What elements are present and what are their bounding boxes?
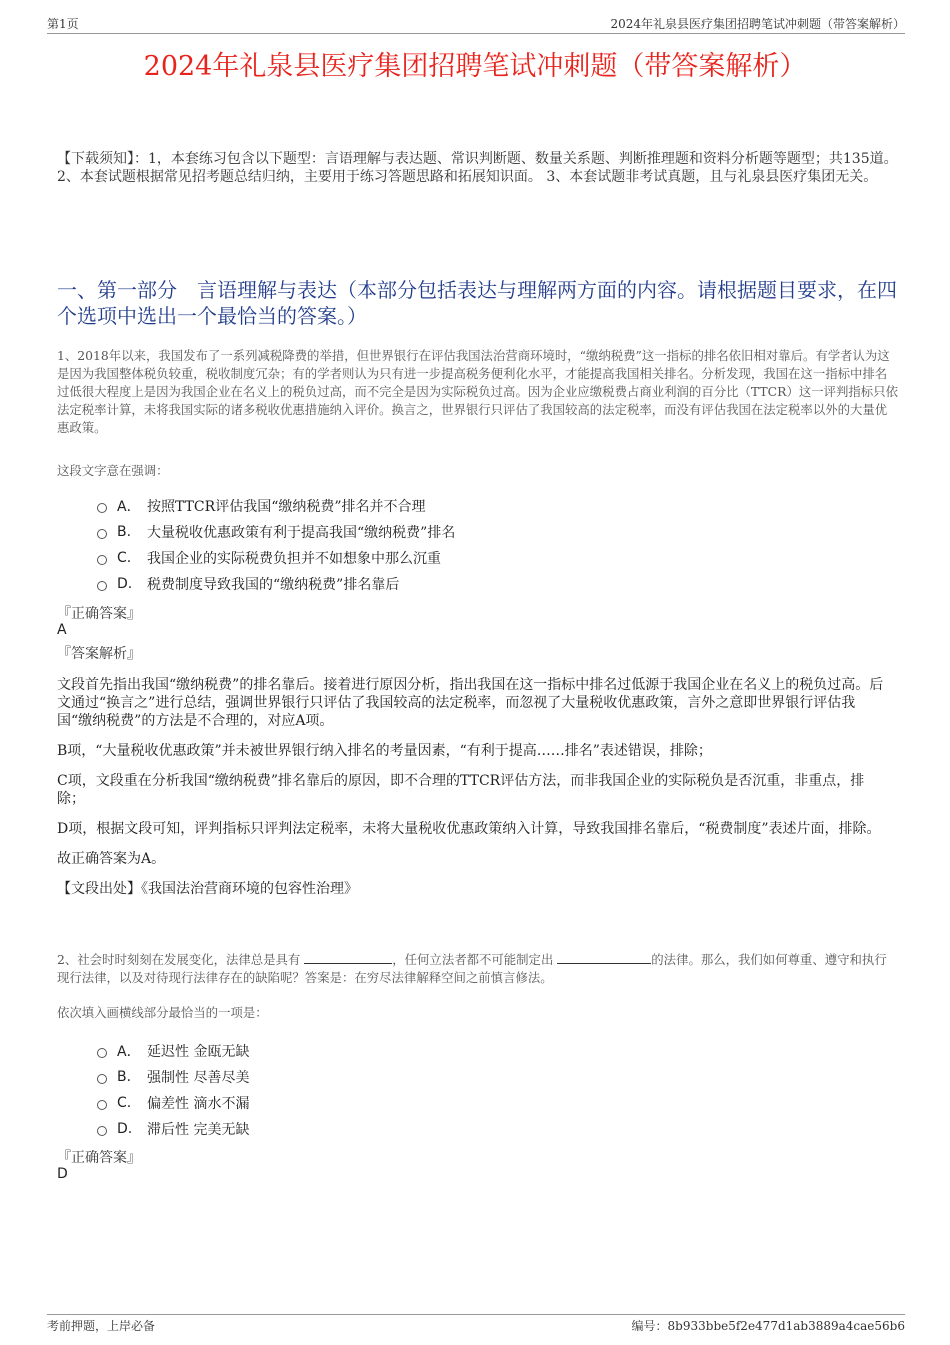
analysis-label: 『答案解析』 (57, 646, 141, 662)
footer-serial: 编号：8b933bbe5f2e477d1ab3889a4cae56b6 (631, 1319, 905, 1333)
radio-icon[interactable] (97, 1126, 107, 1136)
analysis-paragraph: C项，文段重在分析我国“缴纳税费”排名靠后的原因，即不合理的TTCR评估方法，而非我国企业的实际税负是否沉重，非重点，排除； (57, 773, 865, 807)
option-d[interactable]: D. 滞后性 完美无缺 (97, 1116, 657, 1142)
analysis-paragraph: 文段首先指出我国“缴纳税费”的排名靠后。接着进行原因分析，指出我国在这一指标中排名过低源于我国企业在名义上的税负过高。后文通过“换言之”进行总结，强调世界银行只评估了我国较高的法定税率，而忽视了大量税收优惠政策，言外之意即世界银行评估我国“缴纳税费”的方法是不合理的，对应A项。 (57, 677, 884, 729)
section-heading: 一、第一部分 言语理解与表达（本部分包括表达与理解两方面的内容。请根据题目要求，在四个选项中选出一个最恰当的答案。） (57, 278, 897, 328)
question-2-prompt: 依次填入画横线部分最恰当的一项是： (57, 1005, 268, 1020)
radio-icon[interactable] (97, 503, 107, 513)
footer-slogan: 考前押题，上岸必备 (47, 1319, 156, 1333)
radio-icon[interactable] (97, 529, 107, 539)
option-text: 大量税收优惠政策有利于提高我国“缴纳税费”排名 (147, 525, 456, 541)
download-notice: 【下载须知】：1，本套练习包含以下题型：言语理解与表达题、常识判断题、数量关系题、判断推理题和资料分析题等题型；共135道。 2、本套试题根据常见招考题总结归纳，主要用于练习答题思路和拓展知识面。 3、本套试题非考试真题，且与礼泉县医疗集团无关。 (57, 151, 898, 185)
radio-icon[interactable] (97, 1048, 107, 1058)
option-a[interactable]: A． 按照TTCR评估我国“缴纳税费”排名并不合理 (97, 493, 657, 519)
answer-label: 『正确答案』 (57, 1150, 141, 1166)
option-text: 偏差性 滴水不漏 (147, 1096, 250, 1112)
answer-analysis (57, 676, 885, 910)
fill-blank (557, 951, 651, 964)
analysis-paragraph: D项，根据文段可知，评判指标只评判法定税率，未将大量税收优惠政策纳入计算，导致我国排名靠后，“税费制度”表述片面，排除。 (57, 821, 881, 837)
question-2-text: 2、社会时时刻刻在发展变化，法律总是具有 ，任何立法者都不可能制定出 的法律。那么，我们如何尊重、遵守和执行现行法律，以及对待现行法律存在的缺陷呢？答案是：在穷尽法律解释空间之前慎言修法。 (57, 952, 887, 985)
page-header (47, 14, 905, 34)
page-number: 第1页 (47, 17, 79, 31)
question-1-text: 1、2018年以来，我国发布了一系列减税降费的举措，但世界银行在评估我国法治营商环境时，“缴纳税费”这一指标的排名依旧相对靠后。有学者认为这是因为我国整体税负较重，税收制度冗杂；有的学者则认为只有进一步提高税务便利化水平，才能提高我国相关排名。分析发现，我国在这一指标中排名过低很大程度上是因为我国企业在名义上的税负过高，而不完全是因为实际税负过高。因为企业应缴税费占商业利润的百分比（TTCR）这一评判指标只依法定税率计算，未将我国实际的诸多税收优惠措施纳入评价。换言之，世界银行只评估了我国较高的法定税率，而没有评估我国在法定税率以外的大量优惠政策。 (57, 348, 898, 435)
option-d[interactable]: D. 税费制度导致我国的“缴纳税费”排名靠后 (97, 571, 657, 597)
radio-icon[interactable] (97, 581, 107, 591)
option-text: 我国企业的实际税费负担并不如想象中那么沉重 (147, 551, 441, 567)
question-1-options (97, 493, 657, 597)
option-a[interactable]: A． 延迟性 金瓯无缺 (97, 1038, 657, 1064)
option-text: 延迟性 金瓯无缺 (147, 1044, 250, 1060)
option-text: 按照TTCR评估我国“缴纳税费”排名并不合理 (147, 499, 426, 515)
question-1-prompt: 这段文字意在强调： (57, 463, 169, 478)
option-c[interactable]: C. 偏差性 滴水不漏 (97, 1090, 657, 1116)
radio-icon[interactable] (97, 1100, 107, 1110)
analysis-paragraph: B项，“大量税收优惠政策”并未被世界银行纳入排名的考量因素，“有利于提高……排名”表述错误，排除； (57, 743, 712, 759)
option-b[interactable]: B. 强制性 尽善尽美 (97, 1064, 657, 1090)
option-text: 税费制度导致我国的“缴纳税费”排名靠后 (147, 577, 400, 593)
option-text: 滞后性 完美无缺 (147, 1122, 250, 1138)
analysis-paragraph: 故正确答案为A。 (57, 851, 166, 867)
answer-label: 『正确答案』 (57, 606, 141, 622)
option-b[interactable]: B. 大量税收优惠政策有利于提高我国“缴纳税费”排名 (97, 519, 657, 545)
question-2-options (97, 1038, 657, 1142)
answer-value: D (57, 1166, 68, 1182)
page-footer (47, 1314, 905, 1335)
page-title: 2024年礼泉县医疗集团招聘笔试冲刺题（带答案解析） (143, 51, 807, 82)
radio-icon[interactable] (97, 1074, 107, 1084)
source-citation: 【文段出处】《我国法治营商环境的包容性治理》 (57, 881, 358, 897)
option-c[interactable]: C. 我国企业的实际税费负担并不如想象中那么沉重 (97, 545, 657, 571)
radio-icon[interactable] (97, 555, 107, 565)
header-doc-title: 2024年礼泉县医疗集团招聘笔试冲刺题（带答案解析） (610, 17, 905, 31)
fill-blank (304, 951, 392, 964)
option-text: 强制性 尽善尽美 (147, 1070, 250, 1086)
answer-value: A (57, 622, 67, 638)
